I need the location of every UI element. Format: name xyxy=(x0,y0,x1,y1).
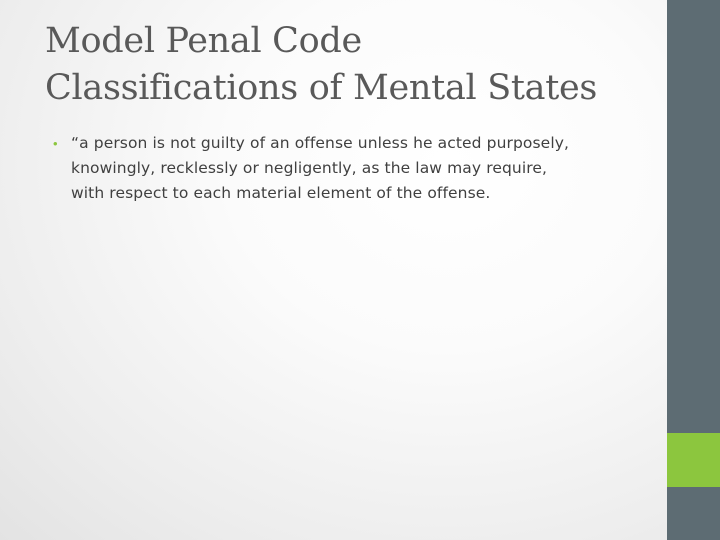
title-line-1: Model Penal Code xyxy=(45,21,362,61)
bullet-text xyxy=(71,131,653,206)
bullet-line-3: with respect to each material element of the offense. xyxy=(71,184,491,202)
slide-body xyxy=(53,131,653,206)
side-accent-block xyxy=(667,433,720,487)
bullet-line-1: “a person is not guilty of an offense unless he acted purposely, xyxy=(71,134,570,152)
slide-title xyxy=(45,18,645,112)
bullet-item xyxy=(53,131,653,206)
bullet-icon: • xyxy=(53,136,58,151)
bullet-line-2: knowingly, recklessly or negligently, as the law may require, xyxy=(71,159,548,177)
title-line-2: Classifications of Mental States xyxy=(45,68,598,108)
